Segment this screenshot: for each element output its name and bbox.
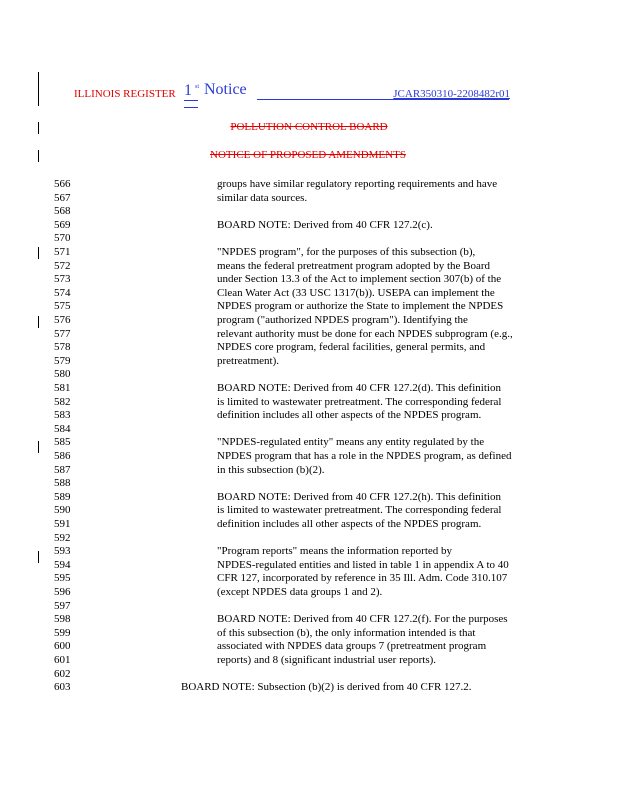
line-number: 568 bbox=[54, 205, 71, 218]
line-number: 567 bbox=[54, 191, 71, 204]
line-number: 599 bbox=[54, 626, 71, 639]
register-name: ILLINOIS REGISTER bbox=[74, 88, 176, 100]
page-header bbox=[74, 83, 514, 109]
change-bar bbox=[38, 316, 39, 328]
line-number: 572 bbox=[54, 259, 71, 272]
line-number: 589 bbox=[54, 490, 71, 503]
line-text: BOARD NOTE: Derived from 40 CFR 127.2(h). This definition bbox=[217, 490, 501, 503]
line-text: Clean Water Act (33 USC 1317(b)). USEPA can implement the bbox=[217, 286, 495, 299]
line-text: NPDES program or authorize the State to implement the NPDES bbox=[217, 300, 504, 313]
line-number: 600 bbox=[54, 640, 71, 653]
line-number: 591 bbox=[54, 518, 71, 530]
line-text: "NPDES-regulated entity" means any entity regulated by the bbox=[217, 436, 485, 449]
change-bar bbox=[38, 247, 39, 259]
line-number: 593 bbox=[54, 545, 71, 558]
line-number: 594 bbox=[54, 558, 71, 571]
line-text: reports) and 8 (significant industrial user reports). bbox=[217, 654, 437, 666]
line-text: NPDES program that has a role in the NPDES program, as defined bbox=[217, 450, 512, 462]
line-number: 579 bbox=[54, 354, 71, 367]
line-number: 584 bbox=[54, 422, 71, 435]
line-text: BOARD NOTE: Subsection (b)(2) is derived from 40 CFR 127.2. bbox=[181, 681, 472, 694]
document-code: JCAR350310-2208482r01 bbox=[393, 88, 510, 100]
line-number: 597 bbox=[54, 599, 71, 612]
line-number: 582 bbox=[54, 395, 71, 408]
line-number: 573 bbox=[54, 273, 71, 286]
line-number: 596 bbox=[54, 586, 71, 598]
board-title: POLLUTION CONTROL BOARD bbox=[230, 121, 388, 133]
line-text: associated with NPDES data groups 7 (pretreatment program bbox=[217, 640, 487, 653]
line-number: 583 bbox=[54, 409, 71, 422]
line-number: 598 bbox=[54, 613, 71, 626]
line-number: 576 bbox=[54, 314, 71, 326]
line-text: "Program reports" means the information reported by bbox=[217, 545, 453, 558]
line-text: (except NPDES data groups 1 and 2). bbox=[217, 586, 383, 598]
line-text: BOARD NOTE: Derived from 40 CFR 127.2(d). This definition bbox=[217, 382, 501, 394]
line-number: 569 bbox=[54, 218, 71, 231]
section-name: Notice bbox=[204, 81, 247, 98]
issue-number: 1 bbox=[184, 82, 192, 99]
line-number: 580 bbox=[54, 368, 71, 381]
change-bar bbox=[38, 72, 39, 106]
insertion-mark bbox=[184, 100, 198, 108]
line-number: 581 bbox=[54, 382, 71, 394]
line-text: pretreatment). bbox=[217, 354, 279, 367]
issue-suffix: st bbox=[195, 84, 200, 90]
line-text: under Section 13.3 of the Act to implement section 307(b) of the bbox=[217, 273, 502, 286]
change-bar bbox=[38, 441, 39, 453]
line-number: 592 bbox=[54, 531, 71, 544]
line-number: 578 bbox=[54, 341, 71, 354]
line-number: 595 bbox=[54, 572, 71, 585]
line-number: 571 bbox=[54, 246, 71, 258]
notice-title: NOTICE OF PROPOSED AMENDMENTS bbox=[210, 149, 406, 161]
line-text: groups have similar regulatory reporting requirements and have bbox=[217, 178, 498, 190]
line-text: definition includes all other aspects of the NPDES program. bbox=[217, 409, 482, 422]
line-number: 602 bbox=[54, 667, 71, 680]
line-text: of this subsection (b), the only information intended is that bbox=[217, 626, 476, 639]
change-bar bbox=[38, 551, 39, 563]
line-number: 577 bbox=[54, 327, 71, 340]
line-text: relevant authority must be done for each NPDES subprogram (e.g., bbox=[217, 327, 513, 340]
line-text: BOARD NOTE: Derived from 40 CFR 127.2(f). For the purposes bbox=[217, 613, 508, 626]
line-text: definition includes all other aspects of the NPDES program. bbox=[217, 518, 482, 530]
line-text: similar data sources. bbox=[217, 191, 308, 204]
line-text: program ("authorized NPDES program"). Identifying the bbox=[217, 314, 468, 326]
line-text: means the federal pretreatment program adopted by the Board bbox=[217, 259, 491, 272]
line-text: CFR 127, incorporated by reference in 35 Ill. Adm. Code 310.107 bbox=[217, 572, 508, 585]
line-number: 575 bbox=[54, 300, 71, 313]
line-number: 603 bbox=[54, 681, 71, 694]
line-text: NPDES-regulated entities and listed in table 1 in appendix A to 40 bbox=[217, 558, 509, 571]
line-text: "NPDES program", for the purposes of this subsection (b), bbox=[217, 246, 476, 258]
line-text: in this subsection (b)(2). bbox=[217, 463, 325, 476]
line-number: 566 bbox=[54, 178, 71, 190]
line-number: 590 bbox=[54, 504, 71, 517]
line-text: is limited to wastewater pretreatment. The corresponding federal bbox=[217, 395, 502, 408]
line-number: 585 bbox=[54, 436, 71, 449]
line-text: NPDES core program, federal facilities, general permits, and bbox=[217, 341, 486, 354]
line-number: 586 bbox=[54, 450, 71, 462]
line-number: 570 bbox=[54, 232, 71, 245]
line-text: is limited to wastewater pretreatment. The corresponding federal bbox=[217, 504, 502, 517]
line-text: BOARD NOTE: Derived from 40 CFR 127.2(c). bbox=[217, 218, 433, 231]
line-number: 574 bbox=[54, 286, 71, 299]
line-number: 601 bbox=[54, 654, 71, 666]
line-number: 587 bbox=[54, 463, 71, 476]
line-number: 588 bbox=[54, 477, 71, 490]
